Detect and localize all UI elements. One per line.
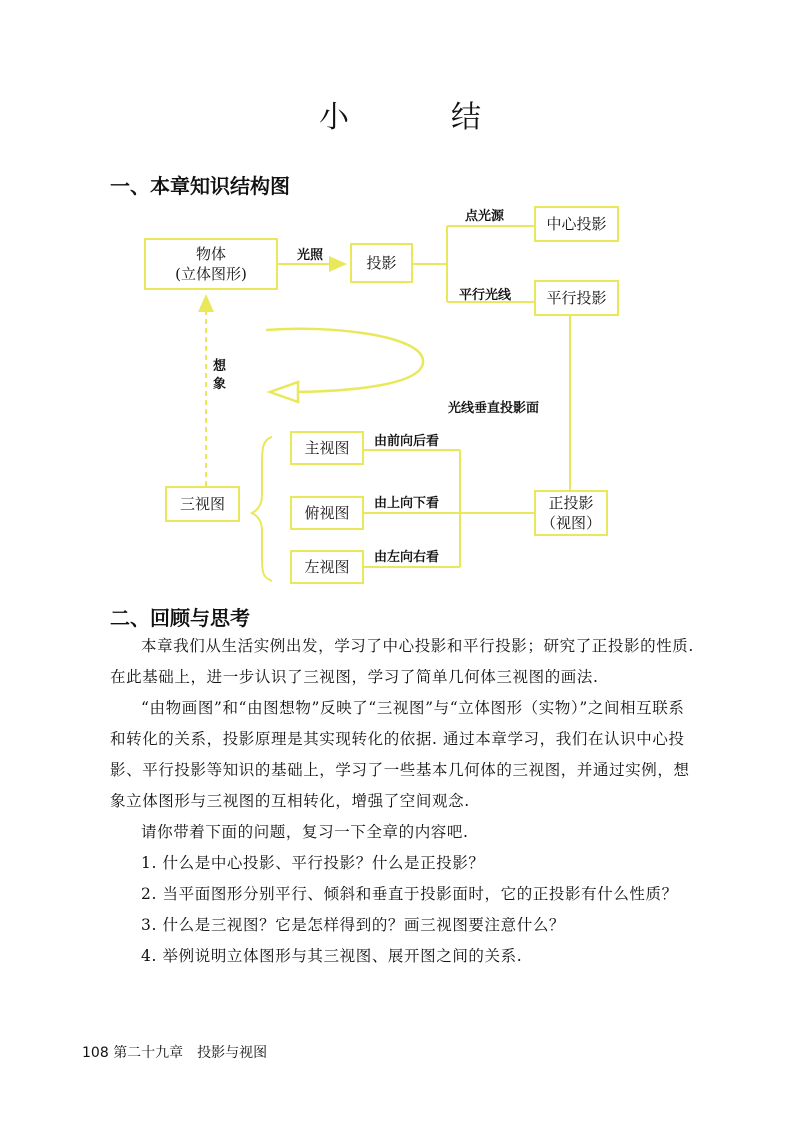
object-sublabel: (立体图形) — [175, 265, 247, 283]
parallel-rays-label: 平行光线 — [459, 288, 512, 303]
question-item: 4. 举例说明立体图形与其三视图、展开图之间的关系. — [141, 947, 523, 965]
curly-brace — [252, 437, 272, 581]
chapter-title: 第二十九章 投影与视图 — [113, 1045, 268, 1061]
curved-arrow — [266, 329, 423, 392]
section-heading-structure: 一、本章知识结构图 — [110, 174, 290, 198]
parallel-projection-box: 平行投影 — [534, 280, 619, 316]
paragraph: 本章我们从生活实例出发，学习了中心投影和平行投影；研究了正投影的性质. 在此基础上，进一步认识了三视图，学习了简单几何体三视图的画法. — [110, 637, 694, 686]
orthographic-projection-box — [534, 490, 608, 536]
question-item: 3. 什么是三视图？它是怎样得到的？画三视图要注意什么？ — [141, 916, 566, 934]
left-direction-label: 由左向右看 — [374, 550, 440, 565]
top-view-box: 俯视图 — [290, 496, 364, 530]
page-title: 小 结 — [319, 100, 517, 135]
object-box — [144, 238, 278, 290]
review-text — [110, 631, 696, 972]
orthographic-sublabel: （视图） — [540, 514, 601, 532]
page-number: 108 — [82, 1045, 109, 1061]
light-label: 光照 — [297, 248, 324, 263]
section-heading-review: 二、回顾与思考 — [110, 606, 250, 630]
orthographic-label: 正投影 — [548, 494, 594, 512]
central-projection-box: 中心投影 — [534, 206, 619, 242]
point-source-label: 点光源 — [465, 209, 505, 224]
imagine-label: 想象 — [213, 359, 227, 392]
perpendicular-label: 光线垂直投影面 — [448, 401, 540, 416]
paragraph: 请你带着下面的问题，复习一下全章的内容吧. — [141, 823, 469, 841]
paragraph: “由物画图”和“由图想物”反映了“三视图”与“立体图形（实物）”之间相互联系和转化的关系，投影原理是其实现转化的依据. 通过本章学习，我们在认识中心投影、平行投影等知识的基础上，学习了一些基本几何体的三视图，并通过实例，想象立体图形与三视图的互相转化，增强了空间观念. — [110, 699, 690, 810]
question-item: 2. 当平面图形分别平行、倾斜和垂直于投影面时，它的正投影有什么性质？ — [141, 885, 678, 903]
front-view-box: 主视图 — [290, 431, 364, 465]
page-footer — [82, 1042, 267, 1062]
three-views-box: 三视图 — [165, 486, 240, 522]
object-label: 物体 — [195, 245, 226, 263]
left-view-box: 左视图 — [290, 550, 364, 584]
question-item: 1. 什么是中心投影、平行投影？什么是正投影？ — [141, 854, 485, 872]
projection-box: 投影 — [350, 243, 413, 283]
top-direction-label: 由上向下看 — [374, 496, 440, 511]
front-direction-label: 由前向后看 — [374, 434, 440, 449]
